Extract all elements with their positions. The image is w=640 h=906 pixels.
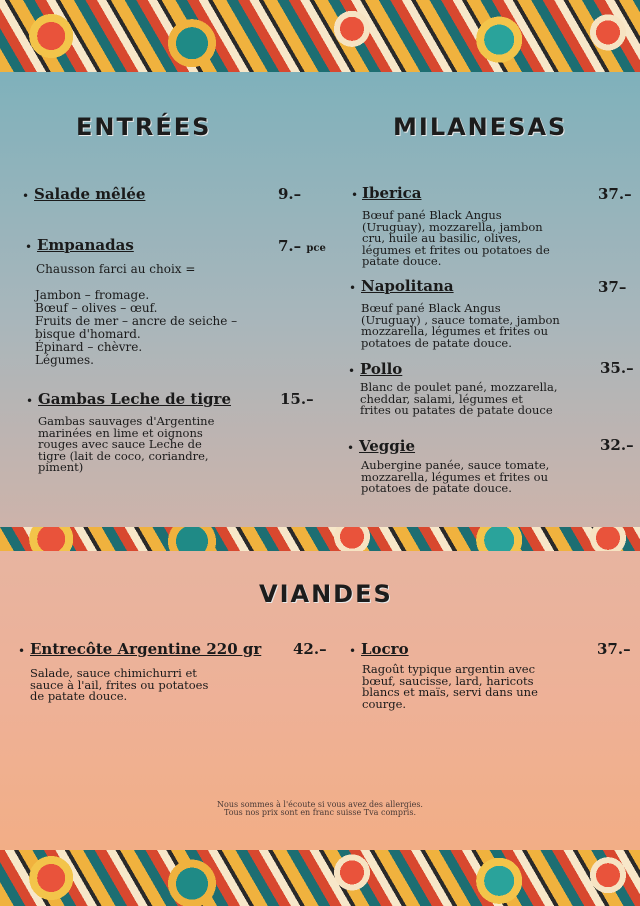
item-name-pollo: Pollo [360, 360, 403, 378]
item-price-gambas: 15.– [280, 390, 314, 408]
item-name-entrecote: Entrecôte Argentine 220 gr [30, 640, 262, 658]
milanesas-heading: MILANESAS [393, 113, 568, 141]
item-price-napolitana: 37– [598, 278, 627, 296]
item-name-salade: Salade mêlée [34, 185, 146, 203]
item-name-veggie: Veggie [359, 437, 416, 455]
item-intro-empanadas: Chausson farci au choix = [36, 262, 196, 276]
item-price-pollo: 35.– [600, 359, 634, 377]
bullet: • [349, 281, 357, 295]
item-desc-pollo: Blanc de poulet pané, mozzarella, cheddar, salami, légumes et frites ou patates de patate douce [360, 380, 558, 417]
bullet: • [351, 188, 359, 202]
item-desc-locro: Ragoût typique argentin avec bœuf, saucisse, lard, haricots blancs et maïs, servi dans une courge. [362, 662, 538, 711]
bullet: • [348, 364, 356, 378]
bullet: • [349, 644, 357, 658]
item-name-iberica: Iberica [362, 184, 422, 202]
decorative-pattern-top [0, 0, 640, 72]
item-price-iberica: 37.– [598, 185, 632, 203]
decorative-pattern-divider [0, 527, 640, 551]
bullet: • [18, 644, 26, 658]
item-price-entrecote: 42.– [293, 640, 327, 658]
item-price-salade: 9.– [278, 185, 302, 203]
entrees-heading: ENTRÉES [76, 113, 212, 141]
bullet: • [347, 441, 355, 455]
item-price-locro: 37.– [597, 640, 631, 658]
item-price-empanadas: 7.– pce [278, 237, 326, 255]
item-desc-veggie: Aubergine panée, sauce tomate, mozzarella, légumes et frites ou potatoes de patate douce. [361, 458, 550, 495]
price-note: Tous nos prix sont en franc suisse Tva compris. [223, 808, 416, 817]
item-desc-napolitana: Bœuf pané Black Angus (Uruguay) , sauce tomate, jambon mozzarella, légumes et frites ou potatoes de patate douce. [361, 301, 560, 350]
allergy-note: Nous sommes à l'écoute si vous avez des allergies. [217, 800, 423, 809]
decorative-pattern-bottom [0, 850, 640, 906]
bullet: • [26, 394, 34, 408]
item-price-veggie: 32.– [600, 436, 634, 454]
item-desc-entrecote: Salade, sauce chimichurri et sauce à l'ail, frites ou potatoes de patate douce. [30, 666, 209, 703]
bullet: • [25, 240, 33, 254]
price-unit: pce [306, 243, 326, 254]
item-desc-iberica: Bœuf pané Black Angus (Uruguay), mozzarella, jambon cru, huile au basilic, olives, légumes et frites ou potatoes de patate douce. [362, 208, 550, 268]
item-desc-empanadas: Jambon – fromage. Bœuf – olives – œuf. Fruits de mer – ancre de seiche – bisque d'homard. Épinard – chèvre. Légumes. [35, 288, 238, 367]
item-name-locro: Locro [361, 640, 409, 658]
item-desc-gambas: Gambas sauvages d'Argentine marinées en lime et oignons rouges avec sauce Leche de tigre (lait de coco, coriandre, piment) [38, 414, 215, 474]
item-name-gambas: Gambas Leche de tigre [38, 390, 231, 408]
viandes-heading: VIANDES [259, 580, 393, 608]
bullet: • [22, 189, 30, 203]
item-name-empanadas: Empanadas [37, 236, 134, 254]
item-name-napolitana: Napolitana [361, 277, 454, 295]
